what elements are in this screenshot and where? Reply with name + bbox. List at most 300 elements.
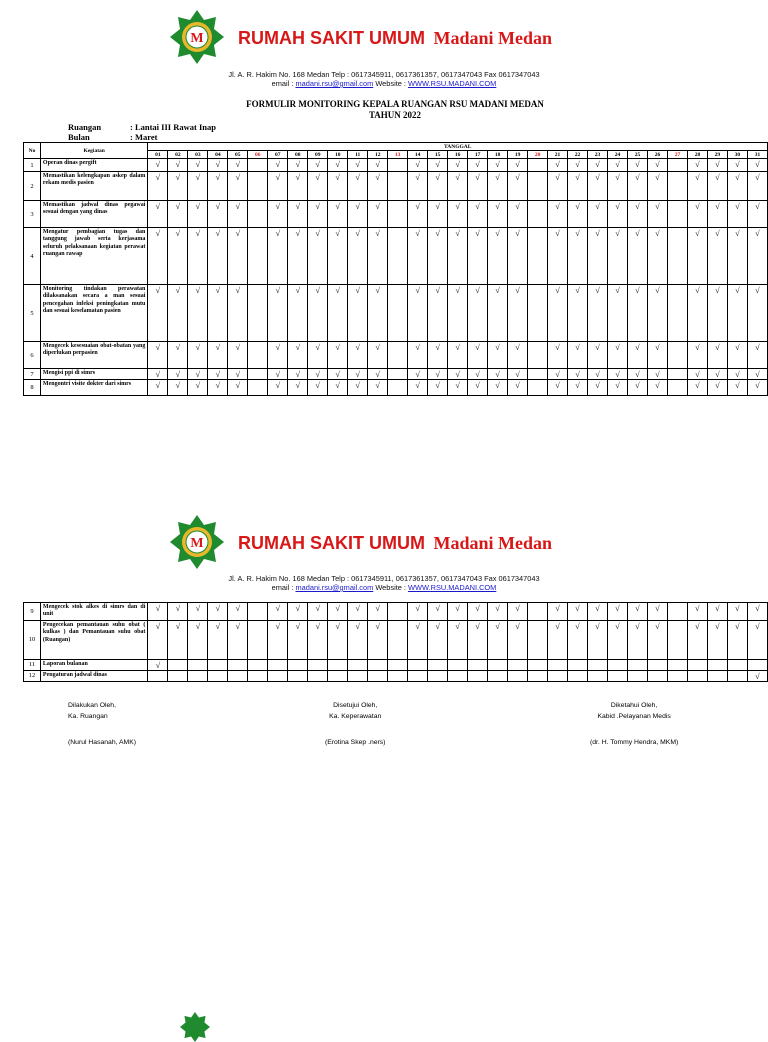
check-cell-day-13[interactable] [388,228,408,285]
check-cell-day-31[interactable]: √ [747,620,767,659]
check-cell-day-17[interactable]: √ [468,380,488,396]
check-cell-day-24[interactable]: √ [608,159,628,172]
check-cell-day-05[interactable]: √ [228,201,248,228]
check-cell-day-06[interactable] [248,285,268,342]
check-cell-day-19[interactable] [508,659,528,670]
check-cell-day-16[interactable]: √ [448,285,468,342]
check-cell-day-29[interactable] [707,670,727,681]
check-cell-day-16[interactable]: √ [448,228,468,285]
check-cell-day-04[interactable]: √ [208,159,228,172]
check-cell-day-01[interactable]: √ [148,620,168,659]
check-cell-day-12[interactable]: √ [368,380,388,396]
check-cell-day-18[interactable] [488,659,508,670]
check-cell-day-20[interactable] [528,159,548,172]
check-cell-day-27[interactable] [667,159,687,172]
check-cell-day-14[interactable]: √ [408,285,428,342]
check-cell-day-11[interactable] [348,670,368,681]
check-cell-day-06[interactable] [248,172,268,201]
check-cell-day-10[interactable]: √ [328,201,348,228]
check-cell-day-31[interactable]: √ [747,670,767,681]
check-cell-day-10[interactable]: √ [328,159,348,172]
check-cell-day-31[interactable]: √ [747,172,767,201]
check-cell-day-20[interactable] [528,620,548,659]
check-cell-day-02[interactable]: √ [168,620,188,659]
check-cell-day-11[interactable]: √ [348,620,368,659]
check-cell-day-05[interactable]: √ [228,380,248,396]
check-cell-day-05[interactable]: √ [228,228,248,285]
check-cell-day-01[interactable]: √ [148,603,168,621]
check-cell-day-03[interactable] [188,659,208,670]
check-cell-day-29[interactable]: √ [707,380,727,396]
check-cell-day-29[interactable]: √ [707,603,727,621]
check-cell-day-01[interactable] [148,670,168,681]
check-cell-day-23[interactable]: √ [588,201,608,228]
check-cell-day-30[interactable]: √ [727,369,747,380]
check-cell-day-08[interactable] [288,670,308,681]
check-cell-day-12[interactable]: √ [368,342,388,369]
check-cell-day-17[interactable] [468,670,488,681]
check-cell-day-11[interactable]: √ [348,380,368,396]
check-cell-day-25[interactable]: √ [628,172,648,201]
check-cell-day-07[interactable] [268,659,288,670]
check-cell-day-20[interactable] [528,201,548,228]
check-cell-day-05[interactable]: √ [228,369,248,380]
check-cell-day-19[interactable]: √ [508,159,528,172]
check-cell-day-03[interactable]: √ [188,159,208,172]
check-cell-day-15[interactable]: √ [428,285,448,342]
check-cell-day-18[interactable]: √ [488,620,508,659]
check-cell-day-19[interactable]: √ [508,342,528,369]
check-cell-day-17[interactable]: √ [468,172,488,201]
check-cell-day-02[interactable]: √ [168,380,188,396]
check-cell-day-30[interactable]: √ [727,285,747,342]
website-link[interactable]: WWW.RSU.MADANI.COM [408,583,497,592]
check-cell-day-22[interactable] [568,670,588,681]
check-cell-day-07[interactable]: √ [268,172,288,201]
check-cell-day-15[interactable]: √ [428,620,448,659]
check-cell-day-09[interactable] [308,670,328,681]
check-cell-day-23[interactable]: √ [588,380,608,396]
check-cell-day-24[interactable]: √ [608,369,628,380]
check-cell-day-16[interactable]: √ [448,620,468,659]
check-cell-day-05[interactable]: √ [228,342,248,369]
check-cell-day-13[interactable] [388,670,408,681]
check-cell-day-15[interactable] [428,670,448,681]
check-cell-day-06[interactable] [248,159,268,172]
check-cell-day-01[interactable]: √ [148,172,168,201]
check-cell-day-19[interactable]: √ [508,380,528,396]
check-cell-day-31[interactable]: √ [747,342,767,369]
check-cell-day-27[interactable] [667,369,687,380]
check-cell-day-06[interactable] [248,201,268,228]
check-cell-day-21[interactable] [548,670,568,681]
check-cell-day-07[interactable]: √ [268,201,288,228]
check-cell-day-16[interactable] [448,659,468,670]
check-cell-day-26[interactable]: √ [647,369,667,380]
check-cell-day-16[interactable]: √ [448,172,468,201]
check-cell-day-09[interactable]: √ [308,603,328,621]
check-cell-day-30[interactable]: √ [727,620,747,659]
check-cell-day-31[interactable]: √ [747,228,767,285]
check-cell-day-14[interactable]: √ [408,342,428,369]
check-cell-day-10[interactable]: √ [328,172,348,201]
check-cell-day-26[interactable]: √ [647,620,667,659]
check-cell-day-28[interactable]: √ [687,342,707,369]
check-cell-day-12[interactable]: √ [368,172,388,201]
check-cell-day-26[interactable] [647,659,667,670]
check-cell-day-12[interactable]: √ [368,159,388,172]
check-cell-day-22[interactable]: √ [568,172,588,201]
check-cell-day-20[interactable] [528,228,548,285]
check-cell-day-02[interactable]: √ [168,159,188,172]
check-cell-day-20[interactable] [528,659,548,670]
check-cell-day-31[interactable]: √ [747,369,767,380]
check-cell-day-24[interactable] [607,659,627,670]
check-cell-day-28[interactable] [687,659,707,670]
check-cell-day-11[interactable]: √ [348,285,368,342]
check-cell-day-22[interactable]: √ [568,342,588,369]
check-cell-day-22[interactable]: √ [568,369,588,380]
check-cell-day-13[interactable] [388,620,408,659]
check-cell-day-27[interactable] [667,603,687,621]
check-cell-day-10[interactable] [328,659,348,670]
check-cell-day-15[interactable]: √ [428,228,448,285]
check-cell-day-21[interactable] [548,659,568,670]
check-cell-day-18[interactable]: √ [488,369,508,380]
check-cell-day-31[interactable]: √ [747,285,767,342]
check-cell-day-20[interactable] [528,380,548,396]
check-cell-day-19[interactable]: √ [508,369,528,380]
check-cell-day-02[interactable]: √ [168,285,188,342]
check-cell-day-21[interactable]: √ [548,620,568,659]
website-link[interactable]: WWW.RSU.MADANI.COM [408,79,497,88]
check-cell-day-14[interactable]: √ [408,201,428,228]
check-cell-day-20[interactable] [528,670,548,681]
check-cell-day-23[interactable]: √ [588,228,608,285]
check-cell-day-21[interactable]: √ [548,369,568,380]
check-cell-day-07[interactable]: √ [268,342,288,369]
check-cell-day-27[interactable] [667,228,687,285]
check-cell-day-04[interactable]: √ [208,603,228,621]
check-cell-day-04[interactable] [208,670,228,681]
check-cell-day-28[interactable]: √ [687,620,707,659]
check-cell-day-28[interactable]: √ [687,285,707,342]
check-cell-day-23[interactable]: √ [587,603,607,621]
check-cell-day-01[interactable]: √ [148,201,168,228]
check-cell-day-08[interactable]: √ [288,285,308,342]
check-cell-day-31[interactable] [747,659,767,670]
check-cell-day-01[interactable]: √ [148,285,168,342]
check-cell-day-19[interactable] [508,670,528,681]
check-cell-day-09[interactable]: √ [308,172,328,201]
check-cell-day-14[interactable]: √ [408,172,428,201]
check-cell-day-28[interactable]: √ [687,228,707,285]
check-cell-day-18[interactable]: √ [488,285,508,342]
check-cell-day-13[interactable] [388,201,408,228]
check-cell-day-09[interactable]: √ [308,159,328,172]
check-cell-day-12[interactable] [368,670,388,681]
check-cell-day-09[interactable]: √ [308,342,328,369]
check-cell-day-05[interactable] [228,659,248,670]
check-cell-day-04[interactable]: √ [208,620,228,659]
check-cell-day-01[interactable]: √ [148,380,168,396]
check-cell-day-29[interactable]: √ [707,172,727,201]
check-cell-day-02[interactable] [168,659,188,670]
check-cell-day-14[interactable]: √ [408,620,428,659]
check-cell-day-18[interactable]: √ [488,603,508,621]
check-cell-day-06[interactable] [248,603,268,621]
check-cell-day-21[interactable]: √ [548,342,568,369]
check-cell-day-28[interactable]: √ [687,159,707,172]
check-cell-day-22[interactable]: √ [568,380,588,396]
check-cell-day-22[interactable]: √ [568,603,588,621]
check-cell-day-22[interactable]: √ [568,285,588,342]
check-cell-day-21[interactable]: √ [548,159,568,172]
check-cell-day-30[interactable]: √ [727,172,747,201]
check-cell-day-27[interactable] [667,172,687,201]
check-cell-day-11[interactable] [348,659,368,670]
check-cell-day-02[interactable]: √ [168,369,188,380]
check-cell-day-19[interactable]: √ [508,201,528,228]
check-cell-day-08[interactable]: √ [288,172,308,201]
check-cell-day-29[interactable]: √ [707,228,727,285]
check-cell-day-25[interactable]: √ [628,201,648,228]
check-cell-day-07[interactable] [268,670,288,681]
check-cell-day-18[interactable] [488,670,508,681]
check-cell-day-11[interactable]: √ [348,201,368,228]
check-cell-day-03[interactable] [188,670,208,681]
check-cell-day-13[interactable] [388,380,408,396]
check-cell-day-18[interactable]: √ [488,380,508,396]
check-cell-day-05[interactable]: √ [228,159,248,172]
check-cell-day-23[interactable] [587,659,607,670]
check-cell-day-28[interactable]: √ [687,603,707,621]
check-cell-day-29[interactable]: √ [707,369,727,380]
check-cell-day-04[interactable] [208,659,228,670]
check-cell-day-03[interactable]: √ [188,228,208,285]
check-cell-day-06[interactable] [248,380,268,396]
check-cell-day-02[interactable]: √ [168,228,188,285]
check-cell-day-09[interactable]: √ [308,380,328,396]
check-cell-day-22[interactable]: √ [568,159,588,172]
check-cell-day-28[interactable]: √ [687,172,707,201]
check-cell-day-03[interactable]: √ [188,380,208,396]
check-cell-day-10[interactable]: √ [328,228,348,285]
check-cell-day-14[interactable]: √ [408,380,428,396]
check-cell-day-03[interactable]: √ [188,342,208,369]
check-cell-day-09[interactable]: √ [308,369,328,380]
check-cell-day-10[interactable]: √ [328,369,348,380]
check-cell-day-27[interactable] [667,285,687,342]
check-cell-day-21[interactable]: √ [548,201,568,228]
check-cell-day-08[interactable]: √ [288,380,308,396]
check-cell-day-27[interactable] [667,342,687,369]
check-cell-day-26[interactable]: √ [647,228,667,285]
check-cell-day-10[interactable]: √ [328,285,348,342]
check-cell-day-19[interactable]: √ [508,603,528,621]
check-cell-day-01[interactable]: √ [148,369,168,380]
check-cell-day-27[interactable] [667,201,687,228]
check-cell-day-19[interactable]: √ [508,172,528,201]
check-cell-day-31[interactable]: √ [747,159,767,172]
check-cell-day-08[interactable]: √ [288,228,308,285]
check-cell-day-21[interactable]: √ [548,228,568,285]
check-cell-day-13[interactable] [388,285,408,342]
check-cell-day-24[interactable]: √ [607,620,627,659]
check-cell-day-25[interactable]: √ [628,342,648,369]
check-cell-day-07[interactable]: √ [268,228,288,285]
check-cell-day-17[interactable]: √ [468,603,488,621]
check-cell-day-25[interactable]: √ [628,228,648,285]
check-cell-day-28[interactable]: √ [687,369,707,380]
check-cell-day-25[interactable]: √ [627,603,647,621]
check-cell-day-20[interactable] [528,285,548,342]
check-cell-day-18[interactable]: √ [488,172,508,201]
check-cell-day-15[interactable]: √ [428,603,448,621]
check-cell-day-31[interactable]: √ [747,201,767,228]
check-cell-day-14[interactable]: √ [408,228,428,285]
check-cell-day-16[interactable]: √ [448,603,468,621]
check-cell-day-23[interactable]: √ [588,172,608,201]
check-cell-day-16[interactable]: √ [448,159,468,172]
check-cell-day-24[interactable]: √ [608,201,628,228]
check-cell-day-06[interactable] [248,342,268,369]
check-cell-day-31[interactable]: √ [747,603,767,621]
check-cell-day-04[interactable]: √ [208,285,228,342]
check-cell-day-11[interactable]: √ [348,603,368,621]
check-cell-day-25[interactable]: √ [628,369,648,380]
check-cell-day-24[interactable]: √ [608,380,628,396]
check-cell-day-14[interactable]: √ [408,369,428,380]
check-cell-day-01[interactable]: √ [148,342,168,369]
check-cell-day-03[interactable]: √ [188,603,208,621]
check-cell-day-10[interactable] [328,670,348,681]
check-cell-day-02[interactable] [168,670,188,681]
check-cell-day-01[interactable]: √ [148,159,168,172]
check-cell-day-23[interactable]: √ [588,342,608,369]
check-cell-day-10[interactable]: √ [328,342,348,369]
check-cell-day-30[interactable]: √ [727,380,747,396]
check-cell-day-03[interactable]: √ [188,285,208,342]
check-cell-day-05[interactable]: √ [228,285,248,342]
check-cell-day-20[interactable] [528,172,548,201]
check-cell-day-07[interactable]: √ [268,369,288,380]
check-cell-day-22[interactable]: √ [568,620,588,659]
check-cell-day-29[interactable]: √ [707,159,727,172]
check-cell-day-10[interactable]: √ [328,620,348,659]
check-cell-day-28[interactable] [687,670,707,681]
check-cell-day-28[interactable]: √ [687,380,707,396]
check-cell-day-14[interactable]: √ [408,603,428,621]
check-cell-day-15[interactable]: √ [428,159,448,172]
check-cell-day-29[interactable]: √ [707,201,727,228]
check-cell-day-05[interactable]: √ [228,172,248,201]
check-cell-day-26[interactable]: √ [647,285,667,342]
check-cell-day-31[interactable]: √ [747,380,767,396]
check-cell-day-30[interactable]: √ [727,342,747,369]
check-cell-day-03[interactable]: √ [188,172,208,201]
check-cell-day-29[interactable]: √ [707,342,727,369]
check-cell-day-04[interactable]: √ [208,369,228,380]
check-cell-day-13[interactable] [388,369,408,380]
check-cell-day-17[interactable]: √ [468,342,488,369]
check-cell-day-30[interactable]: √ [727,159,747,172]
check-cell-day-23[interactable] [587,670,607,681]
check-cell-day-11[interactable]: √ [348,228,368,285]
check-cell-day-28[interactable]: √ [687,201,707,228]
check-cell-day-14[interactable] [408,659,428,670]
check-cell-day-11[interactable]: √ [348,342,368,369]
check-cell-day-08[interactable]: √ [288,620,308,659]
check-cell-day-17[interactable]: √ [468,228,488,285]
check-cell-day-06[interactable] [248,228,268,285]
check-cell-day-16[interactable]: √ [448,380,468,396]
check-cell-day-25[interactable]: √ [627,620,647,659]
check-cell-day-21[interactable]: √ [548,603,568,621]
check-cell-day-30[interactable]: √ [727,603,747,621]
check-cell-day-24[interactable]: √ [608,342,628,369]
check-cell-day-16[interactable] [448,670,468,681]
check-cell-day-04[interactable]: √ [208,172,228,201]
check-cell-day-23[interactable]: √ [588,285,608,342]
check-cell-day-09[interactable]: √ [308,620,328,659]
check-cell-day-30[interactable]: √ [727,228,747,285]
check-cell-day-07[interactable]: √ [268,380,288,396]
check-cell-day-13[interactable] [388,342,408,369]
check-cell-day-08[interactable]: √ [288,603,308,621]
check-cell-day-17[interactable]: √ [468,159,488,172]
check-cell-day-13[interactable] [388,659,408,670]
check-cell-day-11[interactable]: √ [348,159,368,172]
check-cell-day-12[interactable]: √ [368,285,388,342]
check-cell-day-16[interactable]: √ [448,201,468,228]
check-cell-day-30[interactable] [727,659,747,670]
check-cell-day-11[interactable]: √ [348,172,368,201]
check-cell-day-17[interactable] [468,659,488,670]
email-link[interactable]: madani.rsu@gmail.com [295,583,374,592]
check-cell-day-08[interactable] [288,659,308,670]
check-cell-day-30[interactable]: √ [727,201,747,228]
check-cell-day-08[interactable]: √ [288,369,308,380]
check-cell-day-20[interactable] [528,603,548,621]
check-cell-day-22[interactable] [568,659,588,670]
check-cell-day-24[interactable]: √ [608,285,628,342]
check-cell-day-24[interactable]: √ [608,228,628,285]
check-cell-day-20[interactable] [528,369,548,380]
check-cell-day-10[interactable]: √ [328,603,348,621]
check-cell-day-03[interactable]: √ [188,620,208,659]
check-cell-day-14[interactable]: √ [408,159,428,172]
check-cell-day-20[interactable] [528,342,548,369]
check-cell-day-08[interactable]: √ [288,159,308,172]
check-cell-day-08[interactable]: √ [288,342,308,369]
check-cell-day-12[interactable]: √ [368,369,388,380]
check-cell-day-29[interactable] [707,659,727,670]
check-cell-day-04[interactable]: √ [208,228,228,285]
check-cell-day-27[interactable] [667,670,687,681]
check-cell-day-11[interactable]: √ [348,369,368,380]
check-cell-day-15[interactable]: √ [428,369,448,380]
check-cell-day-23[interactable]: √ [588,369,608,380]
check-cell-day-08[interactable]: √ [288,201,308,228]
check-cell-day-03[interactable]: √ [188,369,208,380]
check-cell-day-04[interactable]: √ [208,342,228,369]
check-cell-day-02[interactable]: √ [168,172,188,201]
check-cell-day-27[interactable] [667,659,687,670]
check-cell-day-16[interactable]: √ [448,342,468,369]
email-link[interactable]: madani.rsu@gmail.com [295,79,374,88]
check-cell-day-05[interactable]: √ [228,620,248,659]
